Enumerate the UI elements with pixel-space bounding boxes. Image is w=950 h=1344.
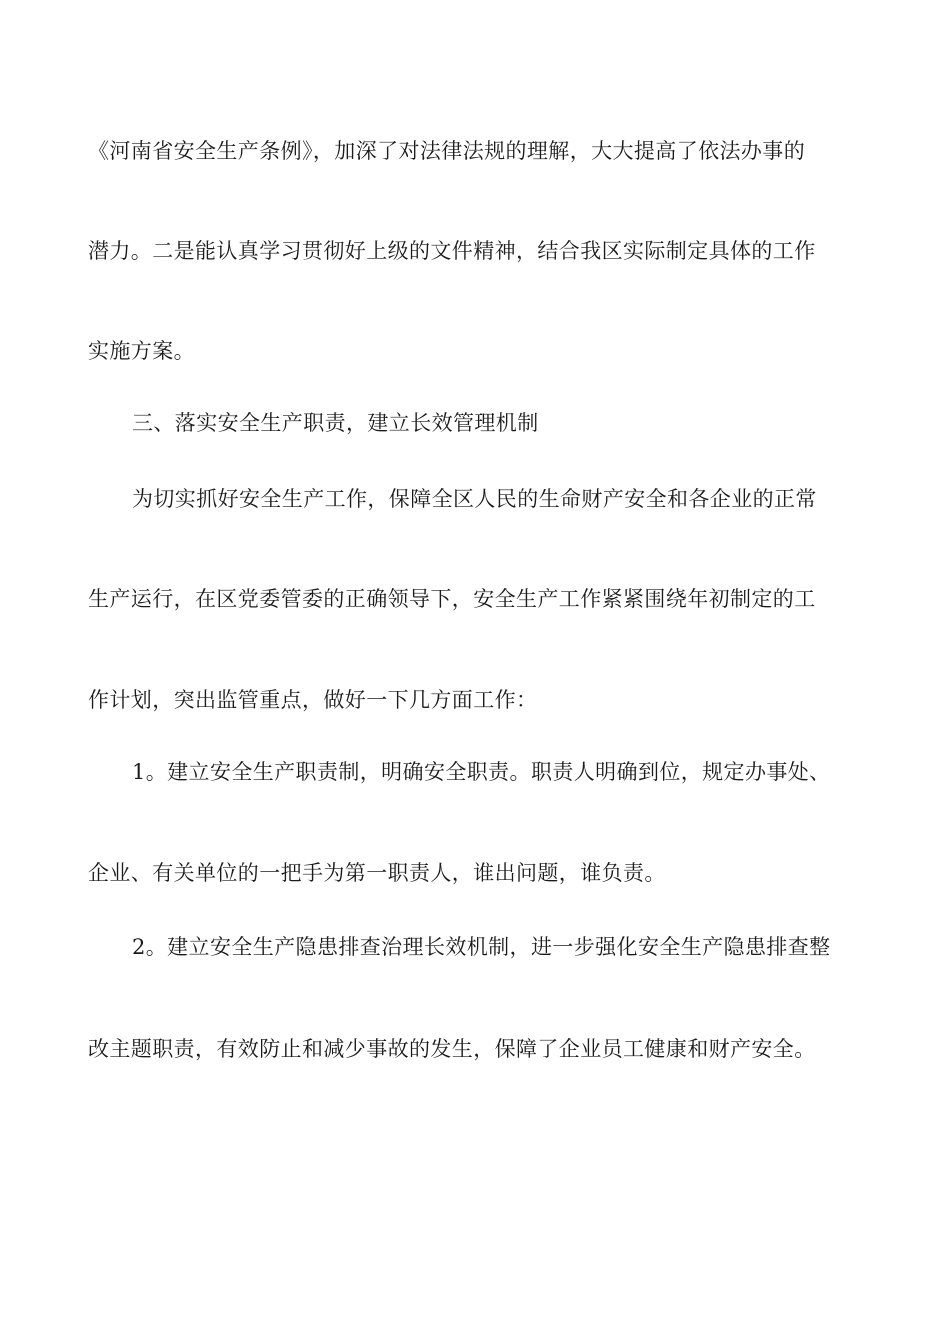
paragraph-line-2: 潜力。二是能认真学习贯彻好上级的文件精神，结合我区实际制定具体的工作 xyxy=(88,239,816,263)
list-item-1-line-2: 企业、有关单位的一把手为第一职责人，谁出问题，谁负责。 xyxy=(88,861,666,885)
paragraph-line-3: 实施方案。 xyxy=(88,339,195,363)
paragraph-line-4: 为切实抓好安全生产工作，保障全区人民的生命财产安全和各企业的正常 xyxy=(132,487,817,511)
paragraph-line-5: 生产运行，在区党委管委的正确领导下，安全生产工作紧紧围绕年初制定的工 xyxy=(88,587,816,611)
list-item-2-line-2: 改主题职责，有效防止和减少事故的发生，保障了企业员工健康和财产安全。 xyxy=(88,1037,816,1061)
section-heading: 三、落实安全生产职责，建立长效管理机制 xyxy=(132,411,539,435)
list-item-2-line-1: 2。建立安全生产隐患排查治理长效机制，进一步强化安全生产隐患排查整 xyxy=(132,935,831,959)
paragraph-line-1: 《河南省安全生产条例》，加深了对法律法规的理解，大大提高了依法办事的 xyxy=(88,139,806,163)
list-item-1-line-1: 1。建立安全生产职责制，明确安全职责。职责人明确到位，规定办事处、 xyxy=(132,760,831,784)
paragraph-line-6: 作计划，突出监管重点，做好一下几方面工作： xyxy=(88,688,538,712)
